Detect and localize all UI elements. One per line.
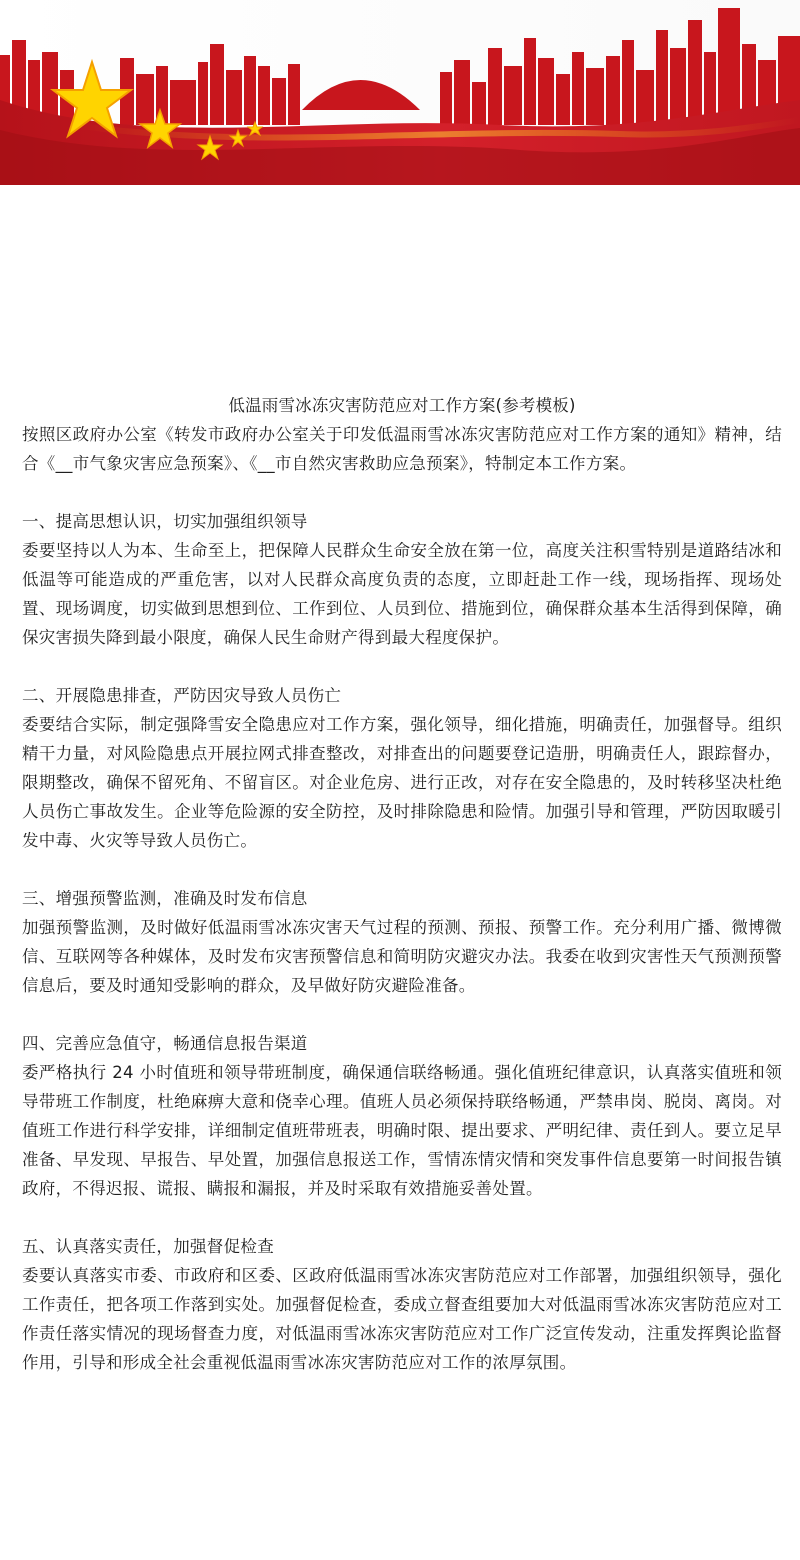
section-4 (22, 1029, 782, 1203)
section-heading: 二、开展隐患排查，严防因灾导致人员伤亡 (22, 686, 342, 705)
section-body: 委要认真落实市委、市政府和区委、区政府低温雨雪冰冻灾害防范应对工作部署，加强组织领导，强化工作责任，把各项工作落到实处。加强督促检查，委成立督查组要加大对低温雨雪冰冻灾害防范应对工作责任落实情况的现场督查力度，对低温雨雪冰冻灾害防范应对工作广泛宣传发动，注重发挥舆论监督作用，引导和形成全社会重视低温雨雪冰冻灾害防范应对工作的浓厚氛围。 (22, 1266, 782, 1372)
section-body: 委严格执行 24 小时值班和领导带班制度，确保通信联络畅通。强化值班纪律意识，认真落实值班和领导带班工作制度，杜绝麻痹大意和侥幸心理。值班人员必须保持联络畅通，严禁串岗、脱岗、离岗。对值班工作进行科学安排，详细制定值班带班表，明确时限、提出要求、严明纪律、责任到人。要立足早准备、早发现、早报告、早处置，加强信息报送工作，雪情冻情灾情和突发事件信息要第一时间报告镇政府，不得迟报、谎报、瞒报和漏报，并及时采取有效措施妥善处置。 (22, 1063, 782, 1198)
section-1 (22, 507, 782, 652)
document-title: 低温雨雪冰冻灾害防范应对工作方案(参考模板) (228, 396, 576, 415)
header-banner (0, 0, 800, 185)
section-5 (22, 1232, 782, 1377)
section-body: 委要坚持以人为本、生命至上，把保障人民群众生命安全放在第一位，高度关注积雪特别是道路结冰和低温等可能造成的严重危害，以对人民群众高度负责的态度，立即赶赴工作一线，现场指挥、现场处置、现场调度，切实做到思想到位、工作到位、人员到位、措施到位，确保群众基本生活得到保障，确保灾害损失降到最小限度，确保人民生命财产得到最大程度保护。 (22, 541, 782, 647)
paragraph-spacer (22, 1000, 782, 1029)
banner-graphic (0, 0, 800, 185)
paragraph-spacer (22, 1203, 782, 1232)
paragraph-spacer (22, 855, 782, 884)
section-3 (22, 884, 782, 1000)
section-body: 加强预警监测，及时做好低温雨雪冰冻灾害天气过程的预测、预报、预警工作。充分利用广播、微博微信、互联网等各种媒体，及时发布灾害预警信息和简明防灾避灾办法。我委在收到灾害性天气预测预警信息后，要及时通知受影响的群众，及早做好防灾避险准备。 (22, 918, 782, 995)
section-heading: 三、增强预警监测，准确及时发布信息 (22, 889, 308, 908)
intro-paragraph: 按照区政府办公室《转发市政府办公室关于印发低温雨雪冰冻灾害防范应对工作方案的通知》精神，结合《__市气象灾害应急预案》、《__市自然灾害救助应急预案》，特制定本工作方案。 (22, 425, 782, 473)
paragraph-spacer (22, 478, 782, 507)
section-body: 委要结合实际，制定强降雪安全隐患应对工作方案，强化领导，细化措施，明确责任，加强督导。组织精干力量，对风险隐患点开展拉网式排查整改，对排查出的问题要登记造册，明确责任人，跟踪督办，限期整改，确保不留死角、不留盲区。对企业危房、进行正改，对存在安全隐患的，及时转移坚决杜绝人员伤亡事故发生。企业等危险源的安全防控，及时排除隐患和险情。加强引导和管理，严防因取暖引发中毒、火灾等导致人员伤亡。 (22, 715, 782, 850)
document-body (22, 392, 782, 1377)
paragraph-spacer (22, 652, 782, 681)
section-2 (22, 681, 782, 855)
section-heading: 五、认真落实责任，加强督促检查 (22, 1237, 274, 1256)
section-heading: 四、完善应急值守，畅通信息报告渠道 (22, 1034, 308, 1053)
section-heading: 一、提高思想认识，切实加强组织领导 (22, 512, 308, 531)
